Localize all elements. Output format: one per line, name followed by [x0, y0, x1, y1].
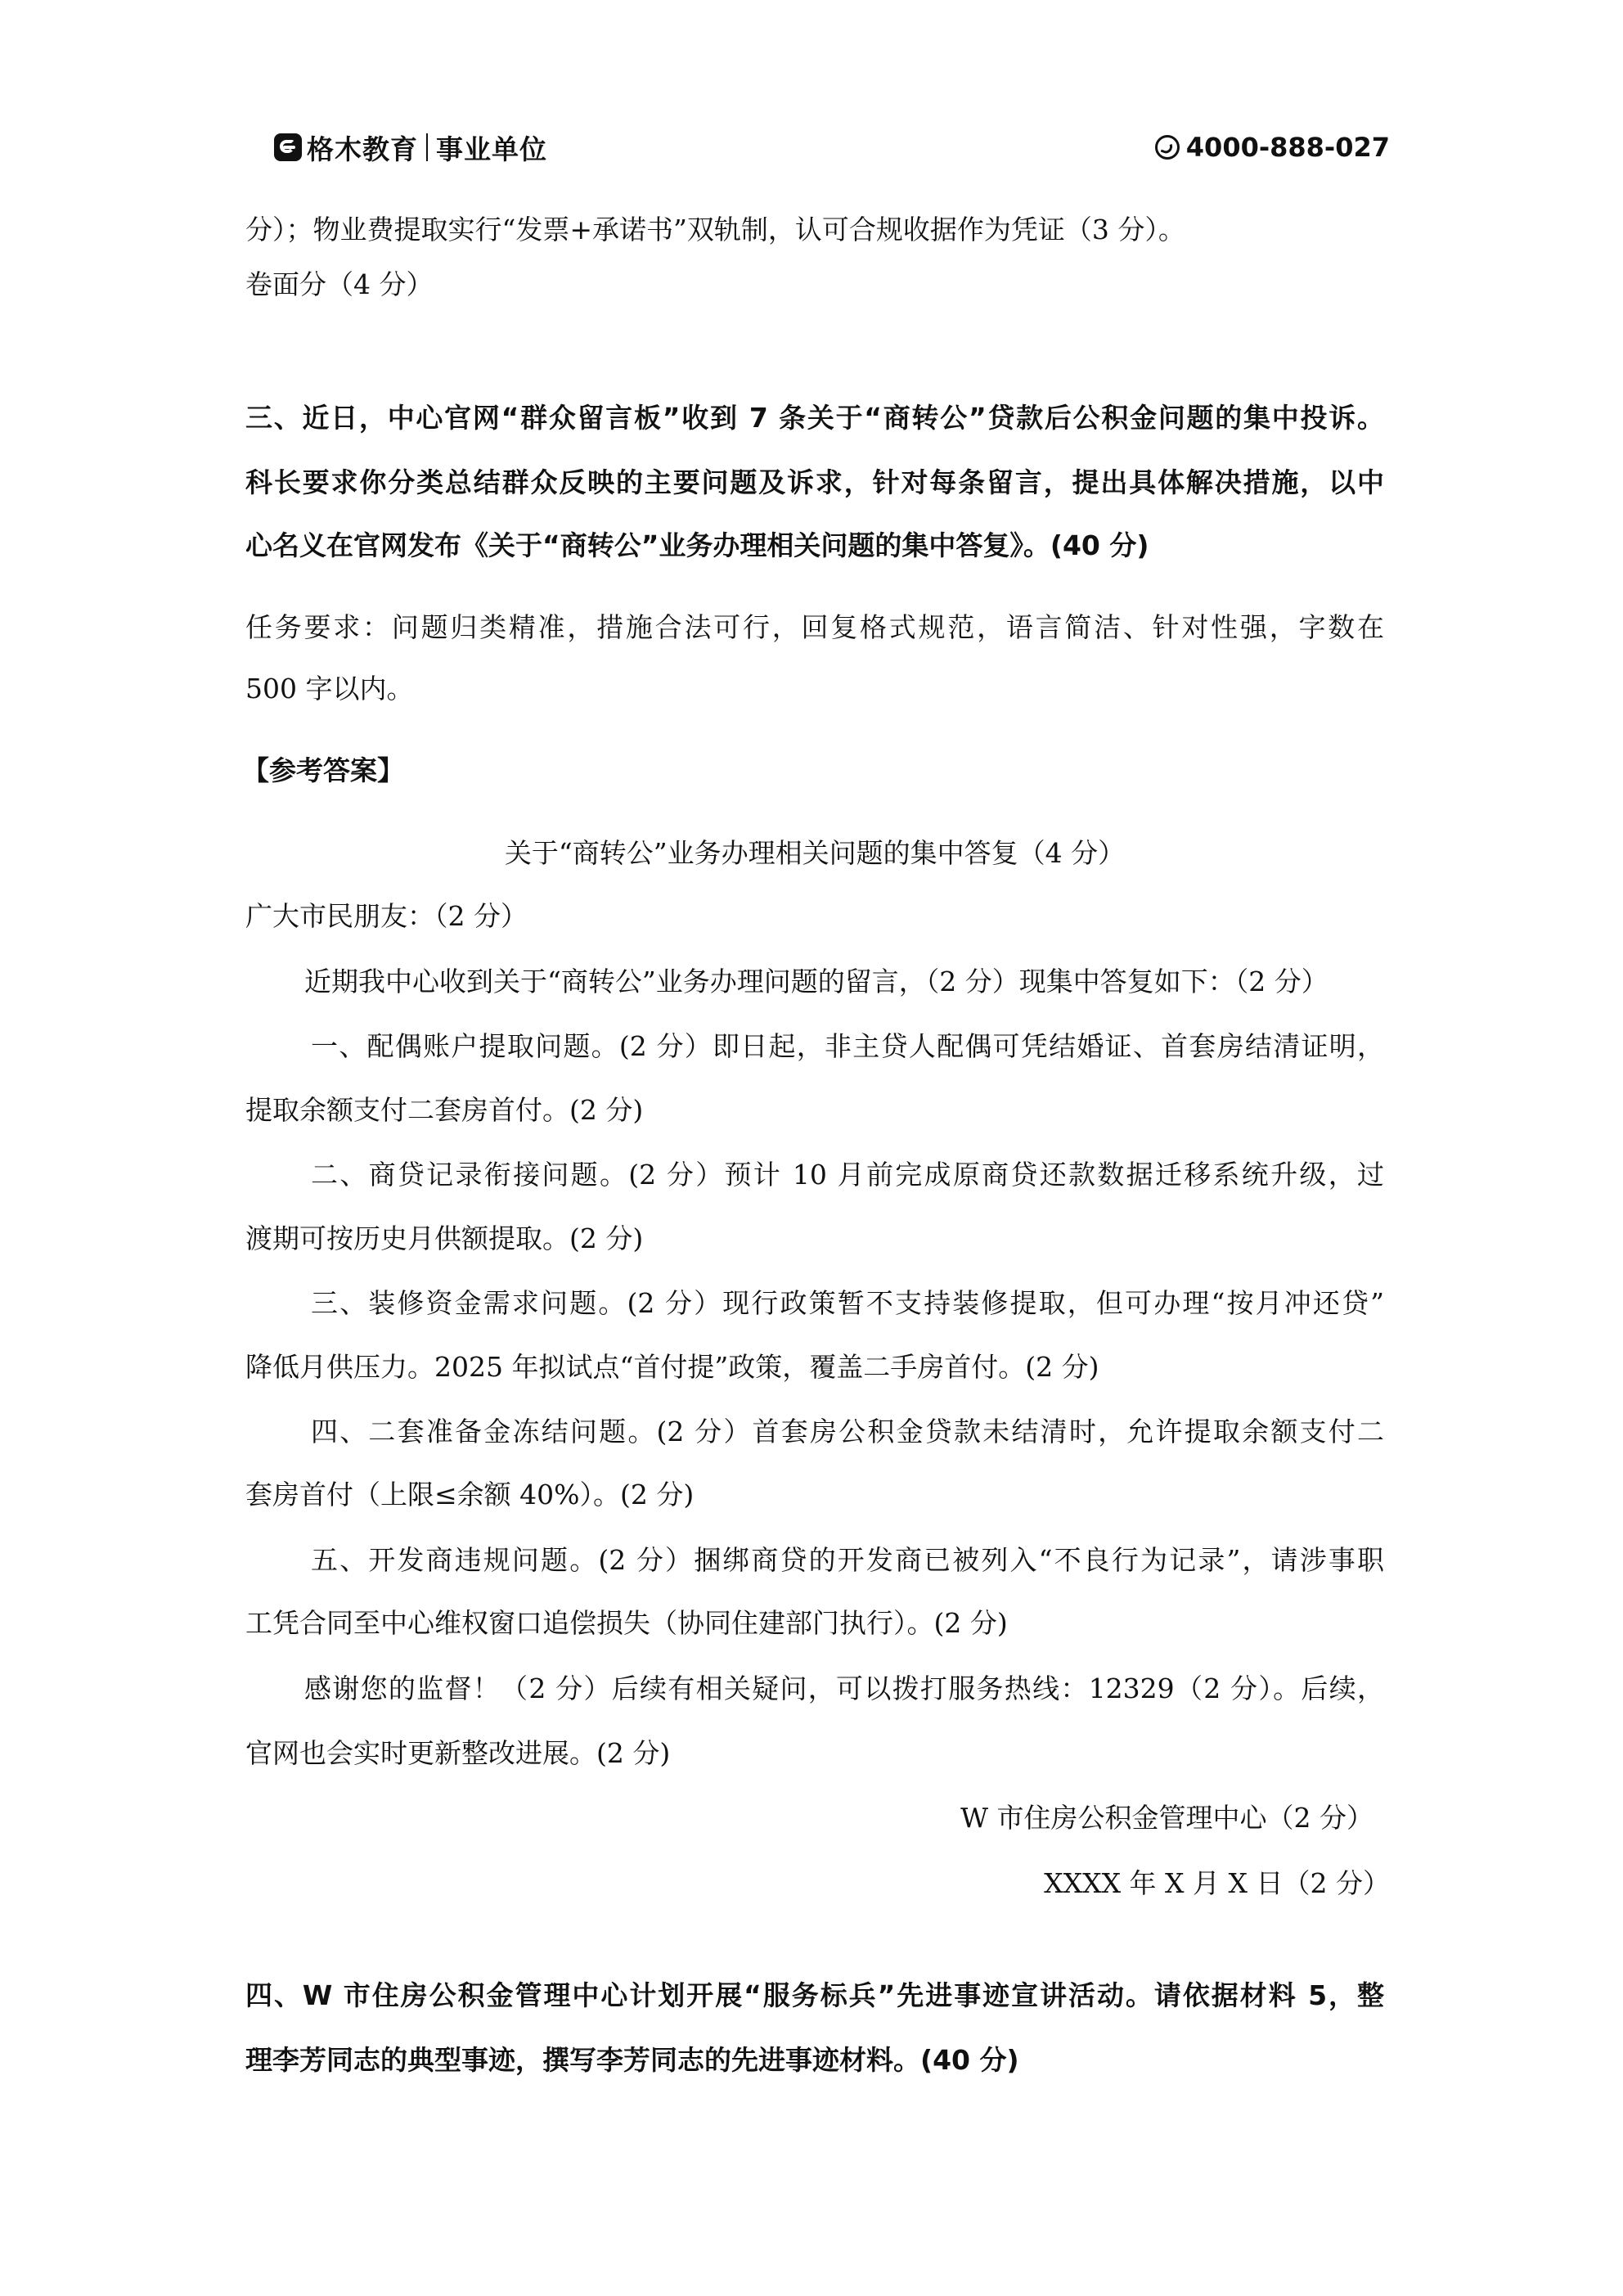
question-3-line: 科长要求你分类总结群众反映的主要问题及诉求，针对每条留言，提出具体解决措施，以中 [245, 466, 1384, 498]
prev-answer-score-line: 卷面分（4 分） [245, 268, 434, 300]
answer-item-line: 提取余额支付二套房首付。(2 分) [245, 1094, 644, 1126]
answer-title: 关于“商转公”业务办理相关问题的集中答复（4 分） [504, 837, 1126, 869]
brand-logo [274, 124, 547, 170]
prev-answer-tail-line: 分）；物业费提取实行“发票+承诺书”双轨制，认可合规收据作为凭证（3 分）。 [245, 214, 1185, 245]
brand-division: 事业单位 [436, 133, 547, 165]
answer-item-line: 二、商贷记录衔接问题。(2 分）预计 10 月前完成原商贷还款数据迁移系统升级，过 [311, 1159, 1384, 1191]
question-3-line: 三、近日，中心官网“群众留言板”收到 7 条关于“商转公”贷款后公积金问题的集中投诉。 [245, 402, 1384, 434]
answer-date: XXXX 年 X 月 X 日（2 分） [1044, 1867, 1390, 1899]
answer-item-line: 一、配偶账户提取问题。(2 分）即日起，非主贷人配偶可凭结婚证、首套房结清证明， [311, 1030, 1384, 1062]
answer-intro: 近期我中心收到关于“商转公”业务办理问题的留言，（2 分）现集中答复如下：（2 分） [304, 966, 1329, 997]
answer-item-line: 三、装修资金需求问题。(2 分）现行政策暂不支持装修提取，但可办理“按月冲还贷” [311, 1287, 1384, 1319]
brand-divider [426, 133, 428, 161]
answer-item-line: 渡期可按历史月供额提取。(2 分) [245, 1222, 644, 1254]
phone-icon [1155, 135, 1180, 160]
answer-item-line: 降低月供压力。2025 年拟试点“首付提”政策，覆盖二手房首付。(2 分) [245, 1351, 1099, 1383]
answer-item-line: 套房首付（上限≤余额 40%）。(2 分) [245, 1479, 695, 1510]
answer-closing-line: 感谢您的监督！（2 分）后续有相关疑问，可以拨打服务热线：12329（2 分）。后续， [304, 1672, 1384, 1704]
question-3-line: 心名义在官网发布《关于“商转公”业务办理相关问题的集中答复》。(40 分) [245, 529, 1149, 561]
answer-item-line: 工凭合同至中心维权窗口追偿损失（协同住建部门执行）。(2 分) [245, 1607, 1008, 1639]
answer-item-line: 五、开发商违规问题。(2 分）捆绑商贷的开发商已被列入“不良行为记录”，请涉事职 [311, 1544, 1384, 1576]
hotline-number: 4000-888-027 [1185, 132, 1390, 163]
task-requirement-line: 任务要求：问题归类精准，措施合法可行，回复格式规范，语言简洁、针对性强，字数在 [245, 611, 1384, 643]
page-header [274, 124, 1390, 170]
brand-name: 格木教育 [307, 133, 418, 165]
reference-answer-label: 【参考答案】 [242, 754, 404, 786]
hotline [1155, 124, 1390, 170]
task-requirement-line: 500 字以内。 [245, 673, 414, 705]
question-4-line: 理李芳同志的典型事迹，撰写李芳同志的先进事迹材料。(40 分) [245, 2044, 1019, 2076]
answer-item-line: 四、二套准备金冻结问题。(2 分）首套房公积金贷款未结清时，允许提取余额支付二 [311, 1416, 1384, 1447]
answer-signature: W 市住房公积金管理中心（2 分） [960, 1802, 1373, 1834]
logo-e-icon [274, 133, 302, 161]
question-4-line: 四、W 市住房公积金管理中心计划开展“服务标兵”先进事迹宣讲活动。请依据材料 5，整 [245, 1979, 1384, 2011]
answer-closing-line: 官网也会实时更新整改进展。(2 分) [245, 1737, 671, 1769]
answer-salutation: 广大市民朋友：（2 分） [245, 900, 528, 932]
